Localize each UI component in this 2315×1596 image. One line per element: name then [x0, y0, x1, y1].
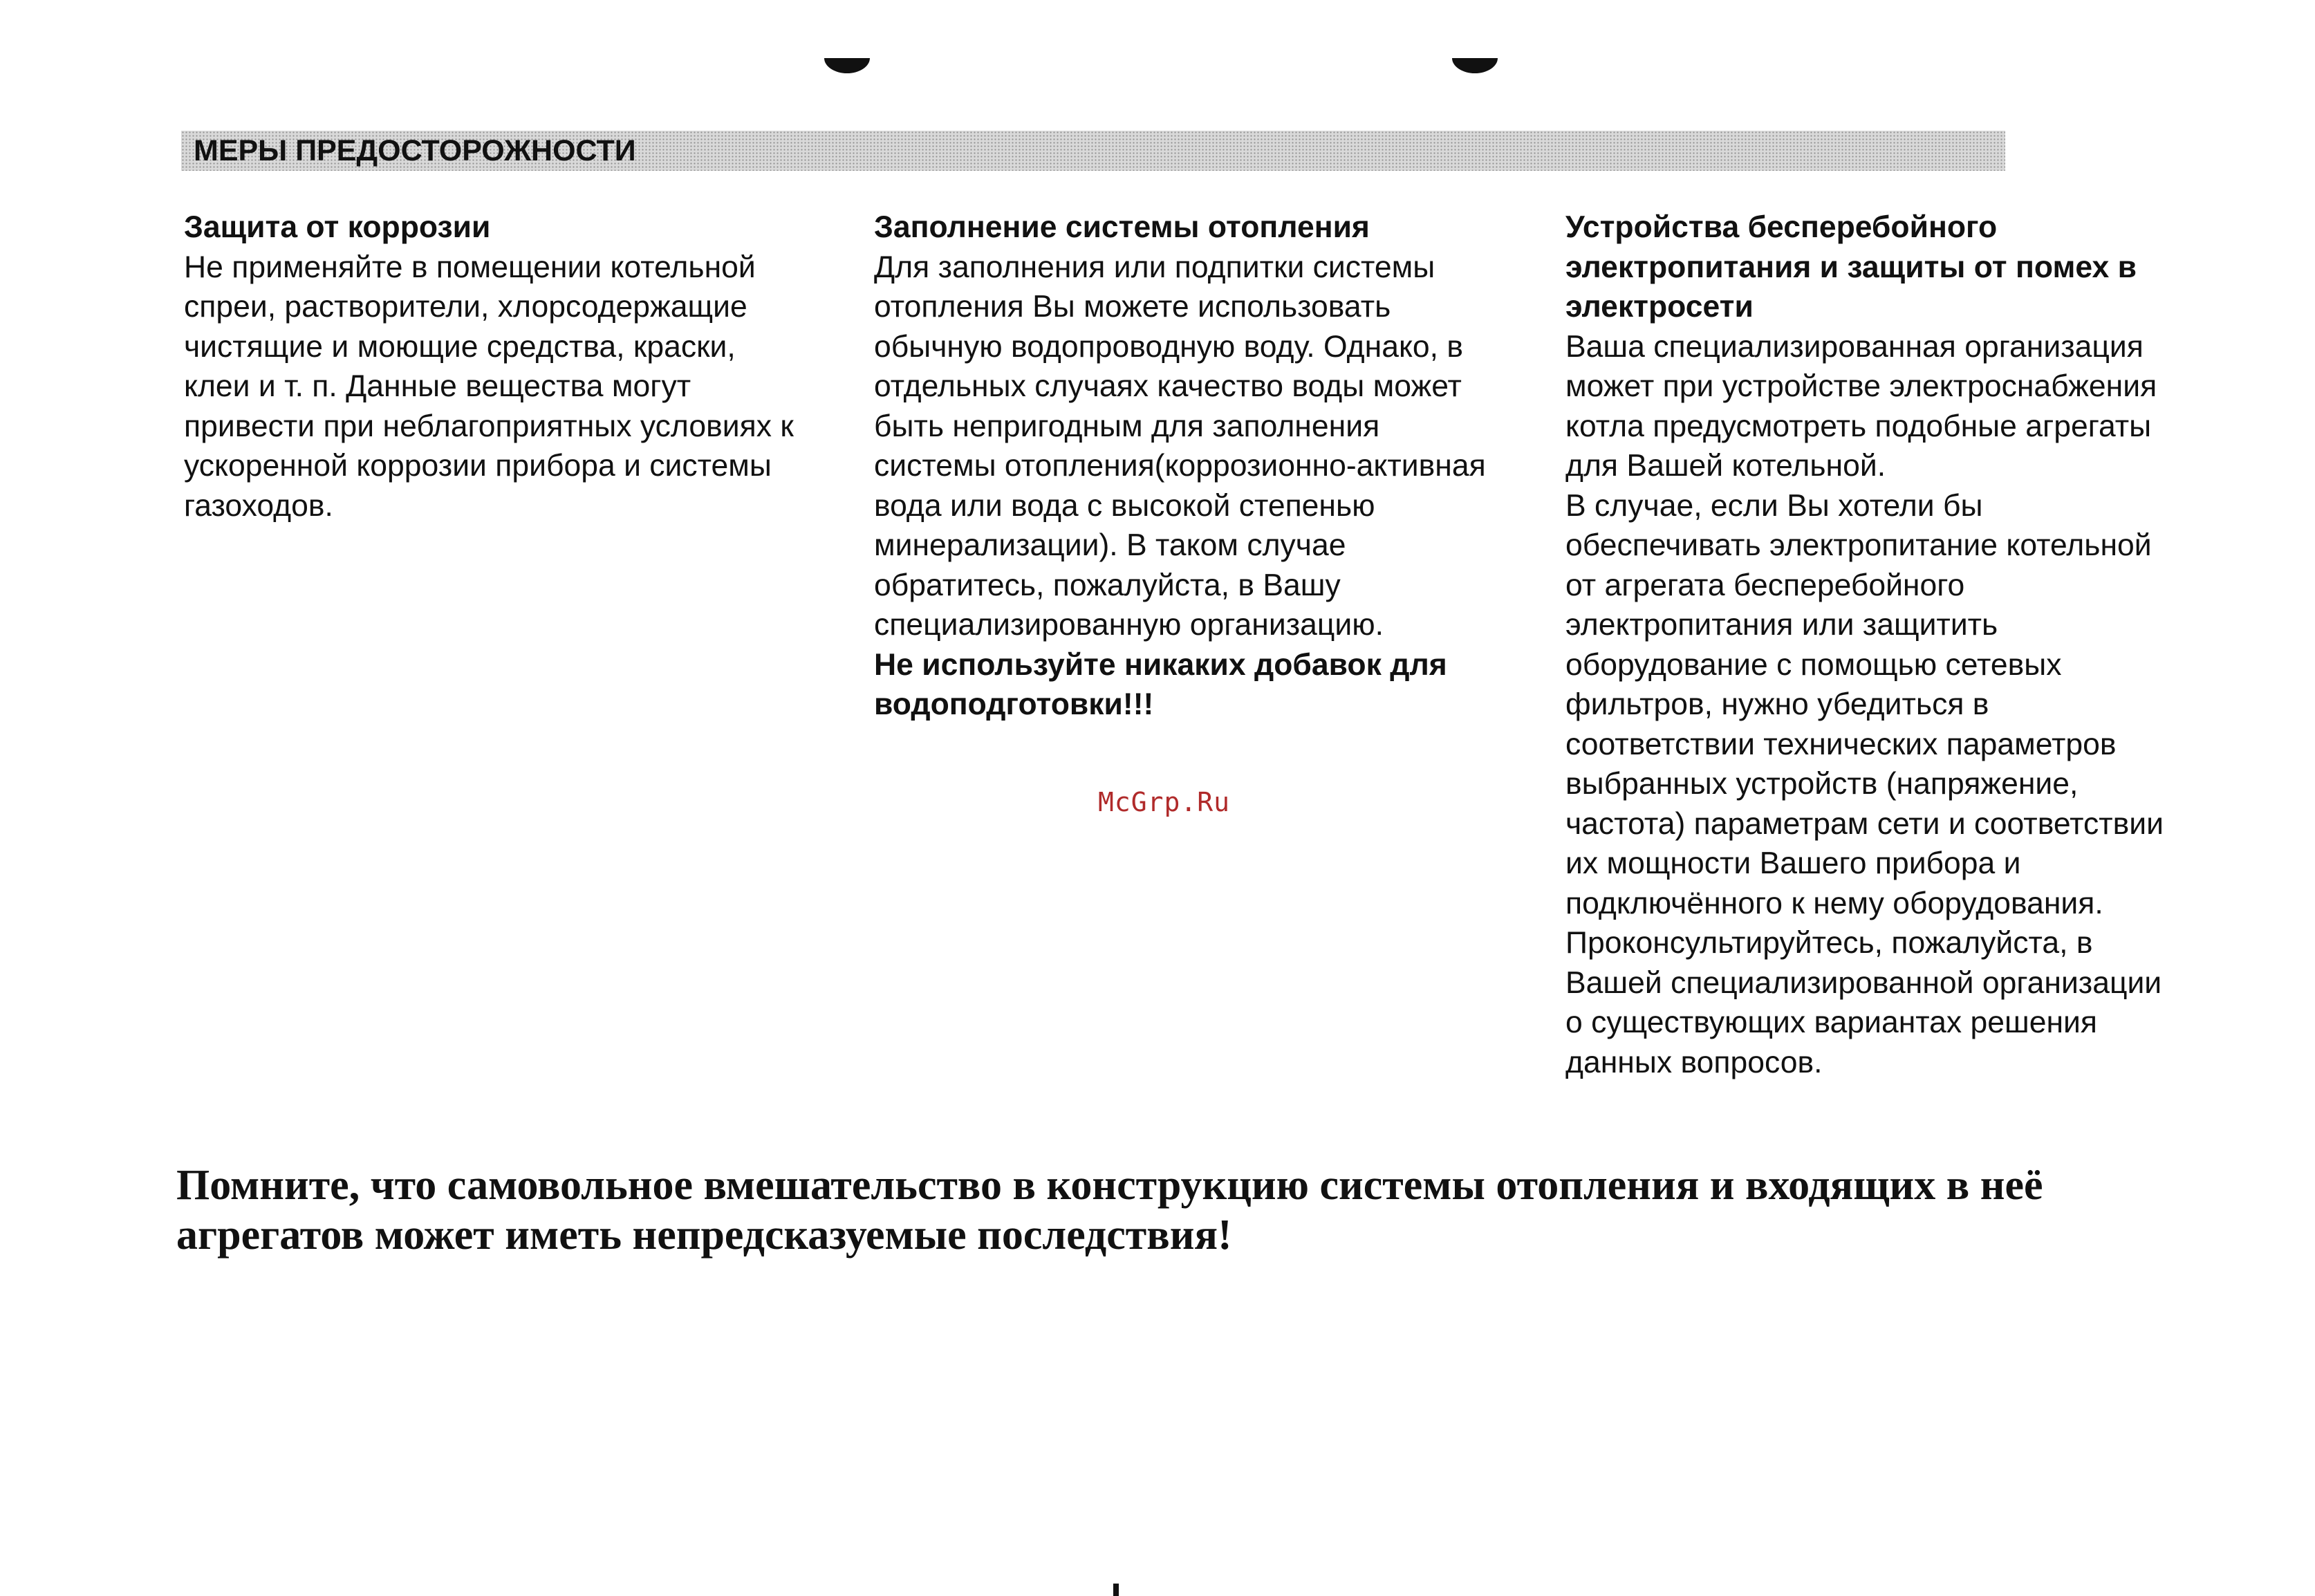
- closing-warning: Помните, что самовольное вмешательство в конструкцию системы отопления и входящих в неё агрегатов может иметь непредсказуемые последствия!: [176, 1162, 2043, 1259]
- column-text: Не применяйте в помещении котельной спреи, растворители, хлорсодержащие чистящие и моющие средства, краски, клеи и т. п. Данные вещества могут привести при неблагоприятных условиях к ускоренной коррозии прибора и системы газоходов.: [184, 250, 794, 523]
- column-text: Для заполнения или подпитки системы отопления Вы можете использовать обычную водопроводную воду. Однако, в отдельных случаях качество воды может быть непригодным для заполнения системы отопления(коррозионно-активная вода или вода с высокой степенью минерализации). В таком случае обратитесь, пожалуйста, в Вашу специализированную организацию.: [874, 250, 1486, 642]
- column-filling: [874, 207, 1555, 725]
- column-corrosion: [184, 207, 865, 526]
- binding-hole-left: [824, 58, 870, 73]
- column-warning-text: Не используйте никаких добавок для водоподготовки!!!: [874, 647, 1447, 721]
- watermark: McGrp.Ru: [1098, 787, 1231, 817]
- binding-hole-right: [1452, 58, 1498, 73]
- column-heading: Защита от коррозии: [184, 210, 491, 244]
- column-heading: Устройства бесперебойного электропитания и защиты от помех в электросети: [1565, 210, 2137, 324]
- column-heading: Заполнение системы отопления: [874, 210, 1370, 244]
- page-number-mark: [1113, 1584, 1119, 1596]
- section-header-band: [181, 131, 2005, 171]
- column-text: Ваша специализированная организация может при устройстве электроснабжения котла предусмотреть подобные агрегаты для Вашей котельной. В случае, если Вы хотели бы обеспечивать электропитание котельной от агрегата бесперебойного электропитания или защитить оборудование с помощью сетевых фильтров, нужно убедиться в соответствии технических параметров выбранных устройств (напряжение, частота) параметрам сети и соответствии их мощности Вашего прибора и подключённого к нему оборудования. Проконсультируйтесь, пожалуйста, в Вашей специализированной организации о существующих вариантах решения данных вопросов.: [1565, 329, 2164, 1079]
- column-power-supply: [1565, 207, 2257, 1082]
- section-title: МЕРЫ ПРЕДОСТОРОЖНОСТИ: [194, 134, 636, 167]
